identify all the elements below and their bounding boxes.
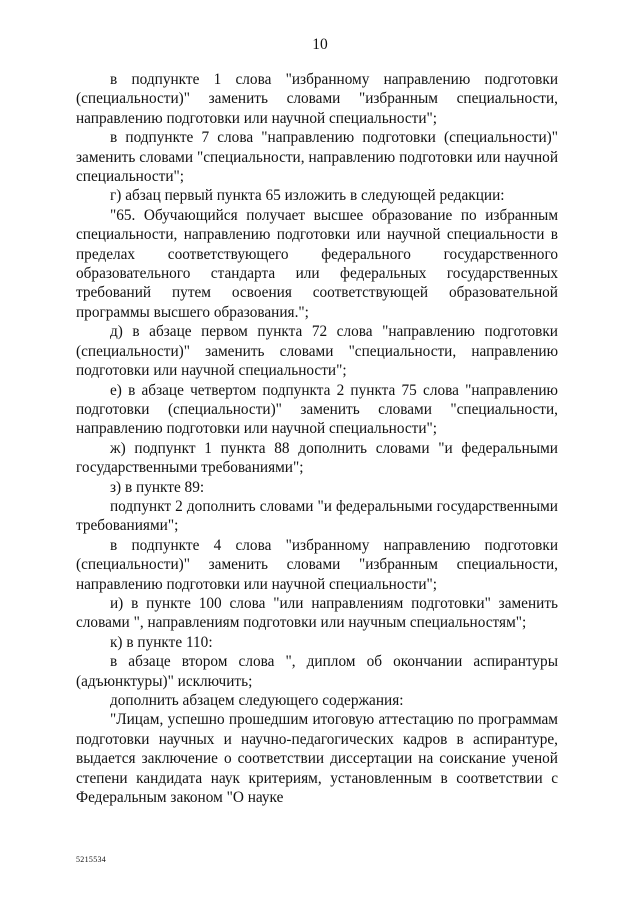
paragraph-e-item-75: е) в абзаце четвертом подпункта 2 пункта 75 слова "направлению подготовки (специальности)" заменить словами "специальности, направлению подготовки или научной специальности"; [76, 381, 558, 438]
paragraph-item-110-abzac-2: в абзаце втором слова ", диплом об окончании аспирантуры (адъюнктуры)" исключить; [76, 653, 558, 690]
paragraph-d-item-72: д) в абзаце первом пункта 72 слова "направлению подготовки (специальности)" заменить словами "специальности, направлению подготовки или научной специальности"; [76, 323, 558, 380]
paragraph-add-abzac: дополнить абзацем следующего содержания: [110, 692, 404, 709]
document-code: 5215534 [76, 855, 107, 864]
paragraph-item-89-subitem-2: подпункт 2 дополнить словами "и федеральными государственными требованиями"; [76, 497, 558, 535]
paragraph-z-item-89: з) в пункте 89: [110, 478, 205, 496]
paragraph-subitem-7: в подпункте 7 слова "направлению подготовки (специальности)" заменить словами "специальности, направлению подготовки или научной специальности"; [76, 129, 558, 186]
paragraph-new-abzac-text: "Лицам, успешно прошедшим итоговую аттестацию по программам подготовки научных и научно-педагогических кадров в аспирантуре, выдается заключение о соответствии диссертации на соискание ученой степени кандидата наук критериям, установленным в соответствии с Федеральным законом "О науке [76, 711, 558, 807]
paragraph-k-item-110: к) в пункте 110: [110, 633, 213, 651]
paragraph-item-65-text: "65. Обучающийся получает высшее образование по избранным специальности, направлению подготовки или научной специальности в пределах соответствующего федерального государственного образовательного стандарта или федеральных государственных требований путем освоения соответствующей образовательной программы высшего образования."; [76, 206, 558, 321]
paragraph-i-item-100: и) в пункте 100 слова "или направлениям подготовки" заменить словами ", направлениям подготовки или научным специальностям"; [76, 594, 558, 632]
paragraph-zh-item-88: ж) подпункт 1 пункта 88 дополнить словами "и федеральными государственными требованиями"; [76, 439, 558, 477]
paragraph-item-89-subitem-4: в подпункте 4 слова "избранному направлению подготовки (специальности)" заменить словами "избранным специальности, направлению подготовки или научной специальности"; [76, 536, 558, 593]
paragraph-g-item-65: г) абзац первый пункта 65 изложить в следующей редакции: [110, 187, 505, 205]
page-number: 10 [312, 36, 328, 53]
document-body [76, 70, 558, 807]
paragraph-subitem-1: в подпункте 1 слова "избранному направлению подготовки (специальности)" заменить словами "избранным специальности, направлению подготовки или научной специальности"; [76, 71, 558, 127]
